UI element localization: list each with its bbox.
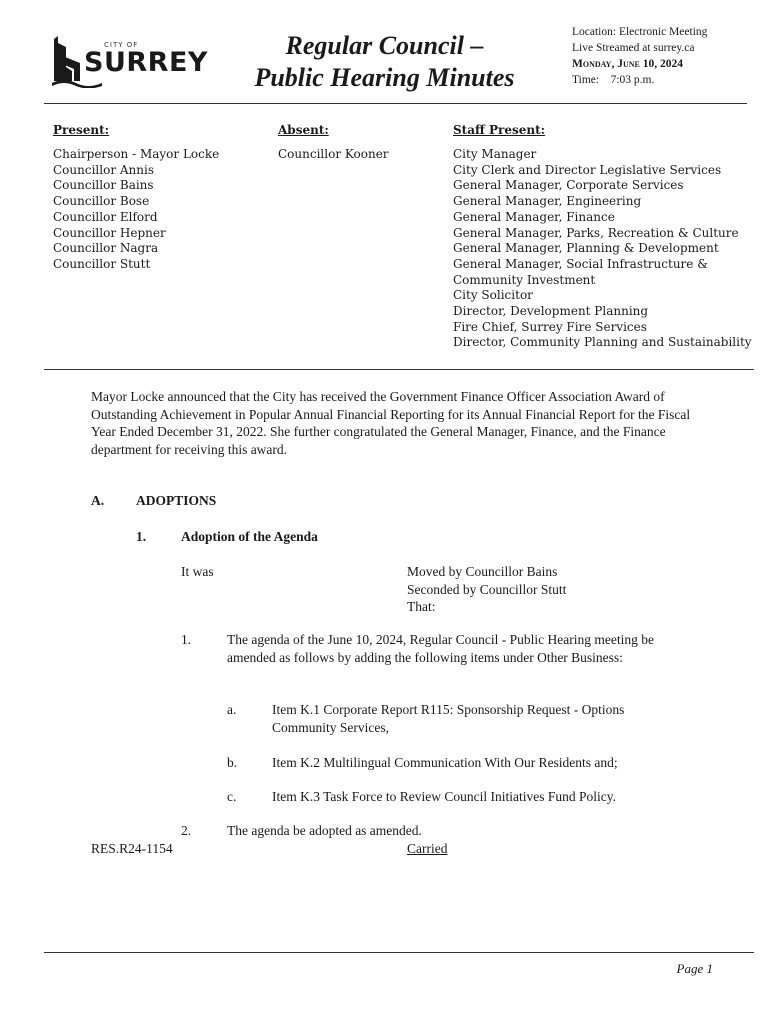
present-heading: Present: (53, 123, 110, 137)
list-item: Councillor Nagra (53, 241, 159, 256)
list-item: Councillor Annis (53, 162, 154, 177)
list-item: Community Investment (453, 272, 596, 287)
list-item: City Solicitor (453, 288, 533, 303)
list-item: General Manager, Planning & Development (453, 241, 719, 256)
seconded-by: Seconded by Councillor Stutt (407, 581, 567, 597)
footer-divider (44, 952, 754, 953)
staff-list (453, 147, 752, 351)
motion-outcome: Carried (407, 841, 448, 856)
list-item: Councillor Bains (53, 178, 154, 193)
subitem-text: Item K.3 Task Force to Review Council Initiatives Fund Policy. (272, 789, 617, 804)
list-item: General Manager, Engineering (453, 194, 642, 209)
header-divider (44, 103, 747, 104)
meeting-info (572, 24, 707, 88)
subitem-text: Item K.2 Multilingual Communication With Our Residents and; (272, 755, 618, 770)
attendance-divider (44, 369, 754, 370)
meeting-date: Monday, June 10, 2024 (572, 58, 683, 70)
meeting-time (572, 72, 707, 88)
that-text: That: (407, 599, 436, 614)
it-was-text: It was (181, 564, 214, 579)
page-number: Page 1 (676, 961, 713, 976)
section-title: ADOPTIONS (136, 493, 217, 508)
city-of-surrey-logo (52, 33, 208, 88)
list-item: General Manager, Parks, Recreation & Culture (453, 225, 739, 240)
meeting-location: Location: Electronic Meeting (572, 26, 708, 38)
subitem-letter: b. (227, 755, 238, 770)
staff-heading: Staff Present: (453, 123, 546, 137)
item-title: Adoption of the Agenda (181, 529, 318, 544)
title-line-1: Regular Council – (285, 31, 484, 60)
item-number: 1. (136, 529, 147, 544)
time-label: Time: (572, 74, 600, 86)
resolution-number: RES.R24-1154 (91, 841, 173, 856)
announcement-paragraph: Mayor Locke announced that the City has received the Government Finance Officer Association Award of Outstanding Achievement in Popular Annual Financial Reporting for its Annual Financial Report for the Fiscal Year Ended December 31, 2022. She further congratulated the General Manager, Finance, and the Finance department for receiving this award. (91, 389, 691, 457)
present-list (53, 147, 219, 273)
logo-name: SURREY (84, 47, 208, 78)
time-value: 7:03 p.m. (610, 74, 655, 86)
list-item: Councillor Elford (53, 209, 158, 224)
list-item: City Manager (453, 147, 537, 161)
motion-block (407, 563, 566, 616)
clause-2-number: 2. (181, 823, 192, 838)
document-title (232, 30, 537, 94)
list-item: General Manager, Social Infrastructure & (453, 256, 708, 271)
list-item: Fire Chief, Surrey Fire Services (453, 319, 647, 334)
list-item: City Clerk and Director Legislative Services (453, 162, 722, 177)
clause-2-text: The agenda be adopted as amended. (227, 823, 422, 838)
meeting-livestream: Live Streamed at surrey.ca (572, 42, 695, 54)
list-item: Councillor Stutt (53, 256, 151, 271)
clause-1-number: 1. (181, 632, 192, 647)
list-item: Director, Community Planning and Sustainability (453, 335, 752, 350)
subitem-letter: c. (227, 789, 237, 804)
list-item: Chairperson - Mayor Locke (53, 147, 220, 161)
section-letter: A. (91, 493, 105, 508)
subitem-text: Item K.1 Corporate Report R115: Sponsorship Request - Options Community Services, (272, 702, 625, 735)
list-item: General Manager, Finance (453, 209, 615, 224)
list-item: Councillor Bose (53, 194, 150, 209)
title-line-2: Public Hearing Minutes (254, 63, 515, 92)
absent-list (278, 147, 389, 163)
list-item: Councillor Kooner (278, 147, 389, 161)
logo-small-text: CITY OF (104, 41, 139, 49)
moved-by: Moved by Councillor Bains (407, 564, 558, 579)
list-item: Director, Development Planning (453, 304, 649, 319)
list-item: General Manager, Corporate Services (453, 178, 684, 193)
subitem-letter: a. (227, 702, 237, 717)
absent-heading: Absent: (278, 123, 329, 137)
clause-1-text: The agenda of the June 10, 2024, Regular Council - Public Hearing meeting be amended as follows by adding the following items under Other Business: (227, 632, 655, 665)
list-item: Councillor Hepner (53, 225, 166, 240)
